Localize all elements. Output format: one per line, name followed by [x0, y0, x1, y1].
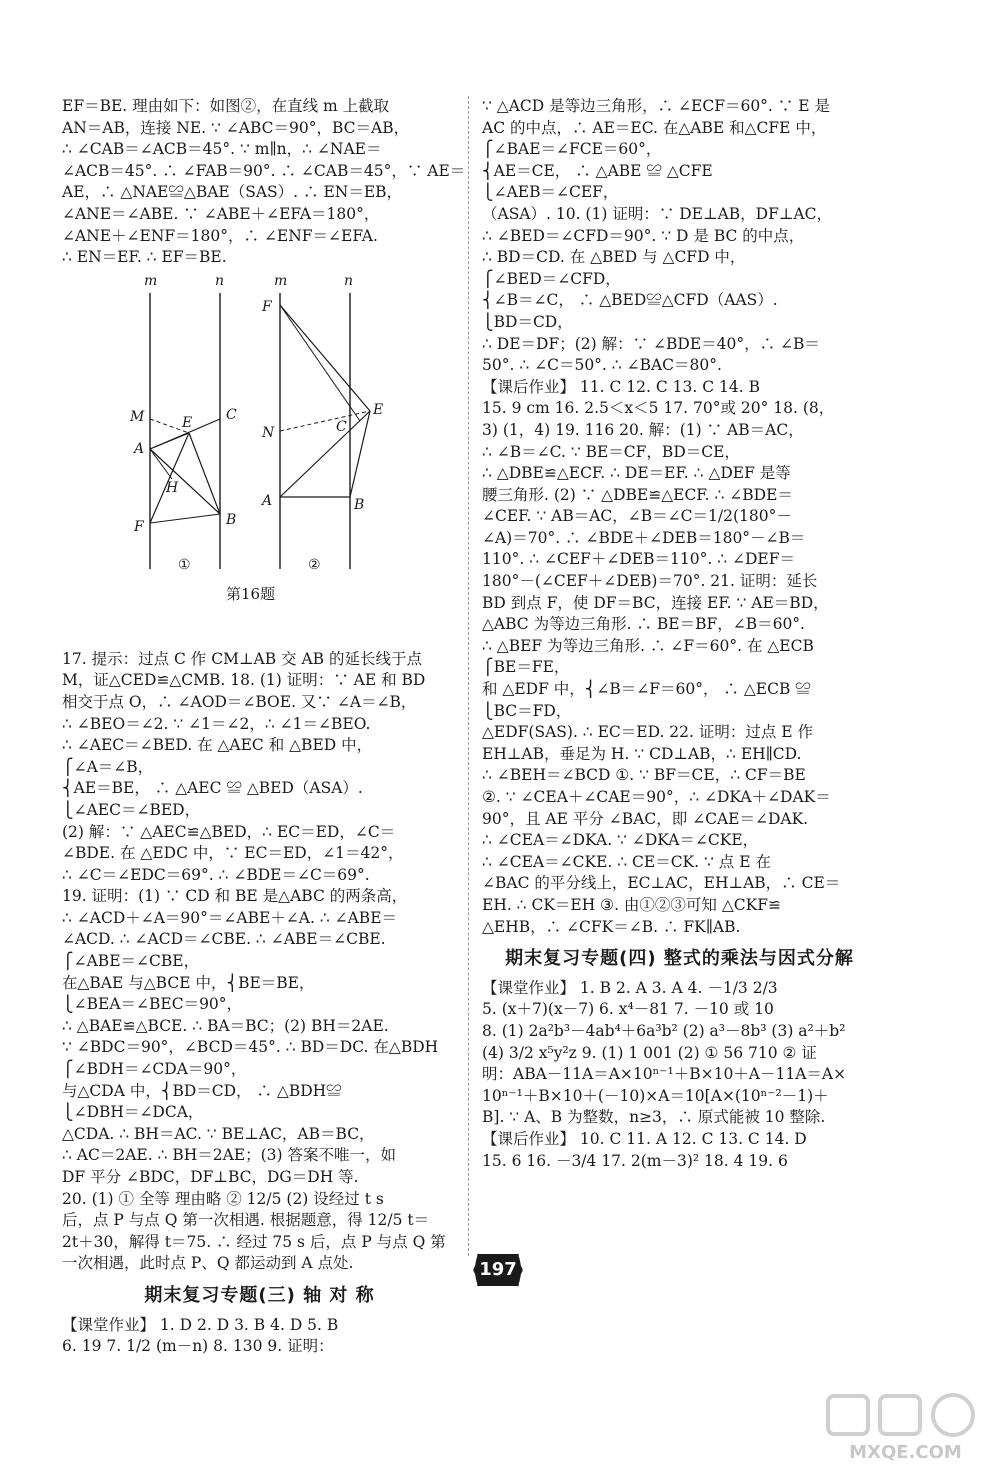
text-line: ∠BDE. 在 △EDC 中，∵ EC＝ED，∠1＝42°，: [62, 844, 404, 863]
text-line: EH. ∴ CK＝EH ③. 由①②③可知 △CKF≌: [482, 895, 781, 914]
text-line: ∴ ∠AEC＝∠BED. 在 △AEC 和 △BED 中，: [62, 736, 373, 755]
text-line: AC 的中点，∴ AE＝EC. 在△ABE 和△CFE 中，: [482, 118, 827, 137]
text-line: ②. ∵ ∠CEA＋∠CAE＝90°，∴ ∠DKA＋∠DAK＝: [482, 788, 831, 806]
text-line: ⎨AE＝CE， ∴ △ABE ≌ △CFE: [482, 161, 713, 180]
fig1-label-n: n: [215, 272, 225, 289]
text-line: 腰三角形. (2) ∵ △DBE≌△ECF. ∴ ∠BDE＝: [482, 485, 793, 504]
column-divider: [468, 96, 469, 1256]
text-line: ∠A)＝70°. ∴ ∠BDE＋∠DEB＝180°－∠B＝: [482, 528, 806, 547]
page-number: 197: [479, 1259, 517, 1280]
fig2-label-E: E: [373, 401, 384, 418]
left-column: [62, 96, 466, 1358]
text-line: ∴ △BEF 为等边三角形. ∴ ∠F＝60°. 在 △ECB: [482, 636, 814, 655]
text-line: M，证△CED≌△CMB. 18. (1) 证明：∵ AE 和 BD: [62, 671, 426, 690]
fig1-label-F: F: [134, 518, 144, 535]
fig1-label-M: M: [130, 408, 145, 425]
text-line: ∠ACB＝45°. ∴ ∠FAB＝90°. ∴ ∠CAB＝45°，∵ AE＝: [62, 161, 466, 180]
text-line: ∴ ∠C＝∠EDC＝69°. ∴ ∠BDE＝∠C＝69°.: [62, 865, 370, 884]
section-title-3: 期末复习专题(三) 轴 对 称: [144, 1284, 375, 1306]
fig1-label-B: B: [226, 511, 237, 528]
text-line: ∴ ∠BEH＝∠BCD ①. ∵ BF＝CE，∴ CF＝BE: [482, 766, 806, 785]
text-line: 和 △EDF 中，⎨∠B＝∠F＝60°， ∴ △ECB ≌: [482, 680, 811, 699]
fig2-label-C: C: [336, 418, 347, 435]
text-line: ∴ EN＝EF. ∴ EF＝BE.: [62, 248, 227, 267]
text-line: ∵ ∠BDC＝90°，∠BCD＝45°. ∴ BD＝DC. 在△BDH: [62, 1038, 439, 1057]
text-line: ⎧∠ABE＝∠CBE，: [62, 952, 200, 971]
text-line: ∴ ∠BED＝∠CFD＝90°. ∵ D 是 BC 的中点，: [482, 226, 805, 245]
right-column: [482, 96, 877, 1172]
page-number-badge: [470, 1250, 526, 1290]
text-line: ∴ BD＝CD. 在 △BED 与 △CFD 中，: [482, 248, 746, 267]
text-line: ⎧∠BDH＝∠CDA＝90°，: [62, 1060, 247, 1079]
watermark-text: MXQE.COM: [849, 1442, 962, 1463]
text-line: ∴ ∠ACD＋∠A＝90°＝∠ABE＋∠A. ∴ ∠ABE＝: [62, 908, 398, 927]
text-line: ∴ △BAE≌△BCE. ∴ BA＝BC；(2) BH＝2AE.: [62, 1016, 389, 1035]
geometry-figure-16: [62, 269, 457, 649]
fig1-label-A: A: [134, 440, 145, 457]
text-line: ⎩BC＝FD，: [482, 701, 572, 720]
text-line: B]. ∵ A、B 为整数，n≥3，∴ 原式能被 10 整除.: [482, 1108, 826, 1127]
figure-caption: 第16题: [226, 584, 276, 603]
text-line: 17. 提示：过点 C 作 CM⊥AB 交 AB 的延长线于点: [62, 649, 422, 668]
text-line: 【课后作业】 11. C 12. C 13. C 14. B: [482, 377, 760, 396]
text-line: ⎧∠BED＝∠CFD，: [482, 269, 621, 288]
text-line: 50°. ∴ ∠C＝50°. ∴ ∠BAC＝80°.: [482, 356, 722, 375]
fig1-label-E: E: [182, 414, 193, 431]
text-line: 与△CDA 中，⎨BD＝CD， ∴ △BDH≌: [62, 1081, 342, 1100]
fig1-number: ①: [178, 556, 191, 573]
text-line: 20. (1) ① 全等 理由略 ② 12/5 (2) 设经过 t s: [62, 1189, 384, 1208]
text-line: ⎩∠DBH＝∠DCA，: [62, 1103, 204, 1122]
text-line: ∠ANE＝∠ABE. ∵ ∠ABE＋∠EFA＝180°，: [62, 204, 380, 223]
text-line: AN＝AB，连接 NE. ∵ ∠ABC＝90°，BC＝AB，: [62, 118, 410, 137]
fig2-label-B: B: [354, 496, 365, 513]
text-line: ⎧BE＝FE，: [482, 658, 570, 677]
text-line: 15. 6 16. －3/4 17. 2(m－3)² 18. 4 19. 6: [482, 1151, 788, 1170]
text-line: 相交于点 O，∴ ∠AOD＝∠BOE. 又∵ ∠A＝∠B，: [62, 692, 417, 711]
fig2-number: ②: [308, 556, 321, 573]
fig2-label-m: m: [274, 272, 288, 289]
text-line: △ABC 为等边三角形. ∴ BE＝BF，∠B＝60°.: [482, 615, 805, 634]
text-line: ∴ ∠B＝∠C. ∵ BE＝CF，BD＝CE，: [482, 442, 740, 461]
text-line: 【课堂作业】 1. D 2. D 3. B 4. D 5. B: [62, 1315, 339, 1334]
text-line: ∴ △DBE≌△ECF. ∴ DE＝EF. ∴ △DEF 是等: [482, 464, 791, 483]
text-line: ∴ ∠CAB＝∠ACB＝45°. ∵ m∥n，∴ ∠NAE＝: [62, 140, 382, 159]
text-line: （ASA）. 10. (1) 证明：∵ DE⊥AB，DF⊥AC，: [482, 204, 832, 223]
text-line: ∴ AC＝2AE. ∴ BH＝2AE；(3) 答案不唯一，如: [62, 1146, 397, 1165]
text-line: EH⊥AB，垂足为 H. ∵ CD⊥AB，∴ EH∥CD.: [482, 744, 802, 763]
text-line: ∴ ∠CEA＝∠DKA. ∵ ∠DKA＝∠CKE，: [482, 831, 759, 850]
text-line: ∠ANE＋∠ENF＝180°，∴ ∠ENF＝∠EFA.: [62, 226, 378, 245]
text-line: ⎩BD＝CD，: [482, 312, 573, 331]
text-line: (4) 3/2 x⁵y²z 9. (1) 1 001 (2) ① 56 710 ② 证: [482, 1043, 817, 1062]
section-title-4: 期末复习专题(四) 整式的乘法与因式分解: [505, 948, 854, 970]
fig1-label-m: m: [144, 272, 158, 289]
text-line: △EDF(SAS). ∴ EC＝ED. 22. 证明：过点 E 作: [482, 723, 814, 742]
text-line: △CDA. ∴ BH＝AC. ∵ BE⊥AC，AB＝BC，: [62, 1124, 375, 1143]
text-line: ∴ ∠BEO＝∠2. ∵ ∠1＝∠2，∴ ∠1＝∠BEO.: [62, 714, 371, 733]
text-line: 6. 19 7. 1/2 (m－n) 8. 130 9. 证明：: [62, 1337, 334, 1356]
text-line: ⎩∠AEB＝∠CEF，: [482, 183, 619, 202]
text-line: 后，点 P 与点 Q 第一次相遇. 根据题意，得 12/5 t＝: [62, 1211, 430, 1230]
fig2-label-F: F: [262, 298, 272, 315]
text-line: 8. (1) 2a²b³－4ab⁴＋6a³b² (2) a³－8b³ (3) a²＋b²: [482, 1021, 846, 1040]
text-line: 15. 9 cm 16. 2.5＜x＜5 17. 70°或 20° 18. (8，: [482, 399, 835, 418]
fig2-label-A: A: [262, 492, 273, 509]
text-line: 90°，且 AE 平分 ∠BAC，即 ∠CAE＝∠DAK.: [482, 809, 809, 828]
text-line: 3) (1，4) 19. 116 20. 解：(1) ∵ AB＝AC，: [482, 420, 804, 439]
text-line: ∠BAC 的平分线上，EC⊥AC，EH⊥AB，∴ CE＝: [482, 874, 841, 893]
text-line: 180°－(∠CEF＋∠DEB)＝70°. 21. 证明：延长: [482, 572, 818, 591]
text-line: ∴ ∠CEA＝∠CKE. ∴ CE＝CK. ∵ 点 E 在: [482, 852, 771, 871]
text-line: ⎧∠A＝∠B，: [62, 757, 154, 776]
text-line: (2) 解：∵ △AEC≌△BED，∴ EC＝ED，∠C＝: [62, 822, 396, 841]
text-line: ⎩∠BEA＝∠BEC＝90°，: [62, 995, 243, 1014]
text-line: ∵ △ACD 是等边三角形，∴ ∠ECF＝60°. ∵ E 是: [482, 97, 830, 115]
fig1-label-C: C: [226, 406, 237, 423]
text-line: 一次相遇，此时点 P、Q 都运动到 A 点处.: [62, 1254, 354, 1273]
text-line: △EHB，∴ ∠CFK＝∠B. ∴ FK∥AB.: [482, 917, 741, 936]
text-line: 2t＋30，解得 t＝75. ∴ 经过 75 s 后，点 P 与点 Q 第: [62, 1232, 446, 1251]
text-line: 在△BAE 与△BCE 中，⎨BE＝BE，: [62, 973, 315, 992]
text-line: BD 到点 F，使 DF＝BC，连接 EF. ∵ AE＝BD，: [482, 593, 829, 612]
text-line: EF＝BE. 理由如下：如图②，在直线 m 上截取: [62, 97, 390, 115]
fig2-label-N: N: [262, 424, 275, 441]
text-line: DF 平分 ∠BDC，DF⊥BC，DG＝DH 等.: [62, 1168, 359, 1186]
text-line: 10ⁿ⁻¹＋B×10＋(－10)×A＝10[A×(10ⁿ⁻²－1)＋: [482, 1086, 829, 1105]
text-line: ⎧∠BAE＝∠FCE＝60°，: [482, 140, 662, 159]
text-line: ⎨∠B＝∠C， ∴ △BED≌△CFD（AAS）.: [482, 291, 778, 310]
text-line: ∠CEF. ∵ AB＝AC，∠B＝∠C＝1/2(180°－: [482, 507, 792, 526]
text-line: 5. (x＋7)(x－7) 6. x⁴－81 7. －10 或 10: [482, 1000, 774, 1019]
text-line: 110°. ∴ ∠CEF＋∠DEB＝110°. ∴ ∠DEF＝: [482, 550, 795, 569]
fig1-label-H: H: [166, 479, 179, 496]
watermark-logo: [818, 1390, 993, 1465]
text-line: ∴ DE＝DF；(2) 解：∵ ∠BDE＝40°，∴ ∠B＝: [482, 334, 820, 353]
text-line: 【课堂作业】 1. B 2. A 3. A 4. －1/3 2/3: [482, 978, 778, 997]
text-line: ∠ACD. ∴ ∠ACD＝∠CBE. ∴ ∠ABE＝∠CBE.: [62, 930, 386, 949]
text-line: ⎩∠AEC＝∠BED，: [62, 800, 201, 819]
text-line: AE，∴ △NAE≌△BAE（SAS）. ∴ EN＝EB，: [62, 183, 403, 202]
fig2-label-n: n: [344, 272, 354, 289]
geometry-diagram: [122, 269, 382, 619]
text-line: ⎨AE＝BE， ∴ △AEC ≌ △BED（ASA）.: [62, 779, 363, 798]
text-line: 明：ABA－11A＝A×10ⁿ⁻¹＋B×10＋A－11A＝A×: [482, 1065, 847, 1084]
text-line: 19. 证明：(1) ∵ CD 和 BE 是△ABC 的两条高，: [62, 887, 408, 906]
text-line: 【课后作业】 10. C 11. A 12. C 13. C 14. D: [482, 1129, 807, 1148]
watermark-icon: [818, 1390, 993, 1440]
